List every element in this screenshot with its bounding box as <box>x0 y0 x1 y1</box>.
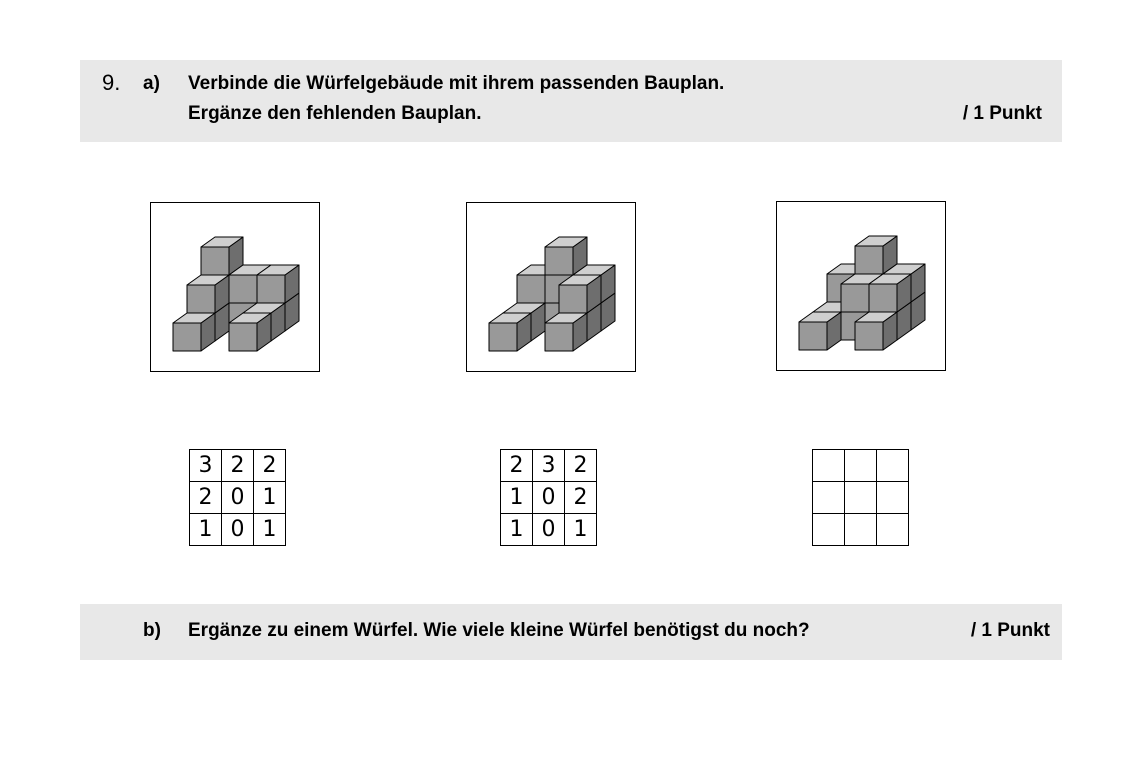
question-b: Ergänze zu einem Würfel. Wie viele kleine Würfel benötigst du noch? <box>188 620 810 641</box>
part-b-label: b) <box>143 620 161 641</box>
part-a-label: a) <box>143 73 160 94</box>
plan-cell: 1 <box>190 514 222 546</box>
plan-input-cell[interactable] <box>813 482 845 514</box>
cube-building-3[interactable] <box>776 201 946 371</box>
plan-cell: 0 <box>533 482 565 514</box>
cube-face <box>855 322 883 350</box>
instruction-line-2: Ergänze den fehlenden Bauplan. <box>188 103 482 124</box>
plan-cell: 2 <box>565 482 597 514</box>
instruction-line-1: Verbinde die Würfelgebäude mit ihrem passenden Bauplan. <box>188 73 725 94</box>
building-plan-1[interactable] <box>189 449 286 546</box>
plan-input-cell[interactable] <box>877 450 909 482</box>
plan-cell: 2 <box>190 482 222 514</box>
plan-input-cell[interactable] <box>877 482 909 514</box>
plan-cell: 1 <box>501 482 533 514</box>
cube-face <box>855 246 883 274</box>
cube-face <box>517 275 545 303</box>
cube-face <box>559 285 587 313</box>
points-a: / 1 Punkt <box>962 103 1042 124</box>
cube-face <box>841 284 869 312</box>
cube-building-3-drawing <box>777 202 947 372</box>
cube-face <box>229 323 257 351</box>
plan-cell: 2 <box>222 450 254 482</box>
cube-face <box>257 275 285 303</box>
plan-input-cell[interactable] <box>877 514 909 546</box>
cube-face <box>187 285 215 313</box>
plan-cell: 1 <box>254 514 286 546</box>
plan-cell: 1 <box>254 482 286 514</box>
cube-building-1[interactable] <box>150 202 320 372</box>
cube-face <box>799 322 827 350</box>
cube-face <box>201 247 229 275</box>
plan-cell: 2 <box>254 450 286 482</box>
task-a-header <box>80 60 1062 142</box>
plan-input-cell[interactable] <box>845 482 877 514</box>
plan-cell: 0 <box>533 514 565 546</box>
plan-cell: 2 <box>501 450 533 482</box>
plan-cell: 0 <box>222 514 254 546</box>
plan-cell: 0 <box>222 482 254 514</box>
building-plan-2[interactable] <box>500 449 597 546</box>
building-plan-3-empty[interactable] <box>812 449 909 546</box>
task-number: 9. <box>102 70 121 95</box>
cube-face <box>229 275 257 303</box>
cube-face <box>545 247 573 275</box>
plan-input-cell[interactable] <box>813 514 845 546</box>
cube-building-2[interactable] <box>466 202 636 372</box>
points-b: / 1 Punkt <box>970 620 1050 641</box>
cube-building-2-drawing <box>467 203 637 373</box>
plan-cell: 1 <box>501 514 533 546</box>
cube-face <box>489 323 517 351</box>
cube-building-1-drawing <box>151 203 321 373</box>
plan-cell: 3 <box>190 450 222 482</box>
plan-cell: 3 <box>533 450 565 482</box>
plan-input-cell[interactable] <box>845 450 877 482</box>
cube-face <box>869 284 897 312</box>
cube-face <box>545 323 573 351</box>
plan-cell: 2 <box>565 450 597 482</box>
plan-input-cell[interactable] <box>813 450 845 482</box>
cube-face <box>173 323 201 351</box>
plan-cell: 1 <box>565 514 597 546</box>
plan-input-cell[interactable] <box>845 514 877 546</box>
task-b-header <box>80 604 1062 660</box>
